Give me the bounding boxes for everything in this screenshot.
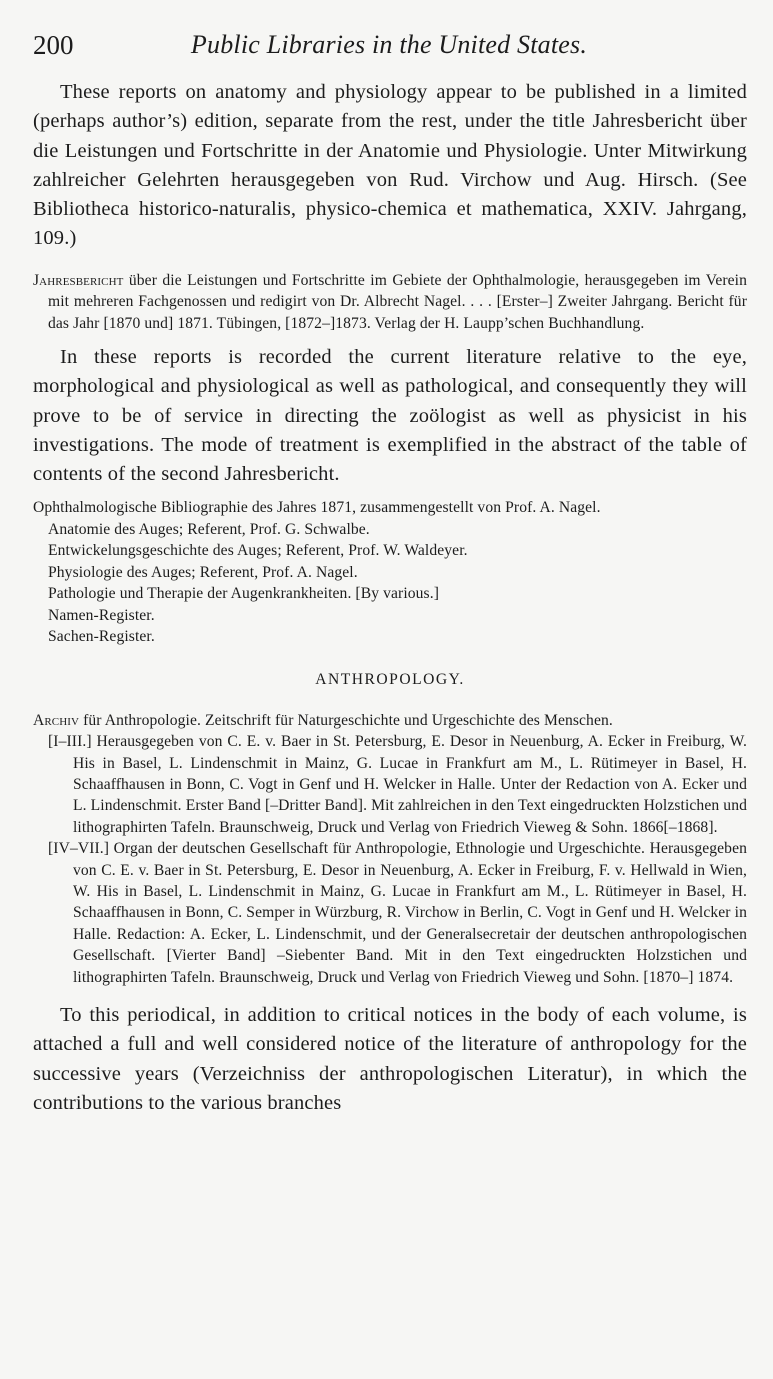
contents-item: Anatomie des Auges; Referent, Prof. G. Schwalbe.	[48, 520, 370, 538]
bibliography-entry-jahresbericht	[33, 270, 747, 334]
page-number: 200	[33, 30, 74, 60]
bibliography-entry-archiv	[33, 710, 747, 731]
entry-subsection: [IV–VII.] Organ der deutschen Gesellschaft für Anthropologie, Ethnologie und Urgeschichte. Herausgegeben von C. E. v. Baer in St. Petersburg, E. Desor in Neuenburg, A. Ecker in Freiburg, F. v. Hellwald in Wien, W. His in Basel, L. Lindenschmit in Mainz, G. Lucae in Frankfurt am M., L. Rütimeyer in Basel, H. Schaaffhausen in Bonn, C. Semper in Würzburg, R. Virchow in Berlin, C. Vogt in Genf und H. Welcker in Halle. Redaction: A. Ecker, L. Lindenschmit, und der Generalsecretair der deutschen anthropologischen Gesellschaft. [Vierter Band] –Siebenter Band. Mit in den Text eingedruckten Holzstichen und lithographirten Tafeln. Braunschweig, Druck und Verlag von Friedrich Vieweg und Sohn. [1870–] 1874.	[48, 840, 747, 986]
table-of-contents	[33, 497, 747, 647]
contents-item: Pathologie und Therapie der Augenkrankheiten. [By various.]	[48, 585, 440, 603]
contents-item: Ophthalmologische Bibliographie des Jahres 1871, zusammengestellt von Prof. A. Nagel.	[33, 499, 601, 517]
page-header	[33, 30, 745, 66]
entry-subsection: [I–III.] Herausgegeben von C. E. v. Baer in St. Petersburg, E. Desor in Neuenburg, A. Ecker in Freiburg, W. His in Basel, L. Lindenschmit in Mainz, G. Lucae in Frankfurt am M., L. Rütimeyer in Basel, H. Schaaffhausen in Bonn, C. Vogt in Genf und H. Welcker in Halle. Unter der Redaction von A. Ecker und L. Lindenschmit. Erster Band [–Dritter Band]. Mit zahlreichen in den Text eingedruckten Holzstichen und lithographirten Tafeln. Braunschweig, Druck und Verlag von Friedrich Vieweg & Sohn. 1866[–1868].	[48, 733, 747, 836]
contents-item: Namen-Register.	[48, 606, 155, 624]
contents-item: Physiologie des Auges; Referent, Prof. A. Nagel.	[48, 563, 358, 581]
paragraph-periodical: To this periodical, in addition to critical notices in the body of each volume, is attached a full and well considered notice of the literature of anthropology for the successive years (Verzeichniss der anthropologischen Literatur), in which the contributions to the various branches	[33, 1004, 747, 1114]
page-body	[33, 78, 747, 1118]
paragraph-anatomy-reports: These reports on anatomy and physiology appear to be published in a limited (perhaps author’s) edition, separate from the rest, under the title Jahresbericht über die Leistungen und Fortschritte in der Anatomie und Physiologie. Unter Mitwirkung zahlreicher Gelehrten herausgegeben von Rud. Virchow und Aug. Hirsch. (See Bibliotheca historico-naturalis, physico-chemica et mathematica, XXIV. Jahrgang, 109.)	[33, 81, 747, 250]
paragraph-eye-literature: In these reports is recorded the current literature relative to the eye, morphological and physiological as well as pathological, and consequently they will prove to be of service in directing the zoölogist as well as physicist in his investigations. The mode of treatment is exemplified in the abstract of the table of contents of the second Jahresbericht.	[33, 346, 747, 486]
contents-item: Entwickelungsgeschichte des Auges; Referent, Prof. W. Waldeyer.	[48, 542, 468, 560]
section-title: ANTHROPOLOGY.	[315, 671, 465, 689]
entry-heading: Jahresbericht	[33, 271, 124, 289]
entry-text: über die Leistungen und Fortschritte im Gebiete der Ophthalmologie, herausgegeben im Verein mit mehreren Fachgenossen und redigirt von Dr. Albrecht Nagel. . . . [Erster–] Zweiter Jahrgang. Bericht für das Jahr [1870 und] 1871. Tübingen, [1872–]1873. Verlag der H. Laupp’schen Buchhandlung.	[48, 271, 747, 332]
entry-heading: Archiv	[33, 711, 80, 729]
running-title: Public Libraries in the United States.	[190, 30, 588, 59]
contents-item: Sachen-Register.	[48, 627, 155, 645]
entry-text: für Anthropologie. Zeitschrift für Naturgeschichte und Urgeschichte des Menschen.	[83, 711, 613, 729]
